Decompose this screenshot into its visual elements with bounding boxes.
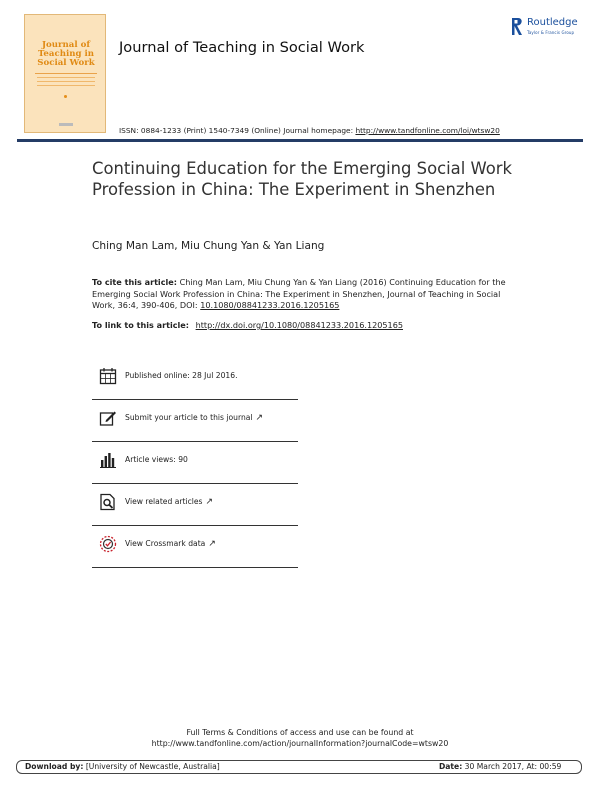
external-link-icon: ↗ (255, 413, 264, 423)
doi-link[interactable]: 10.1080/08841233.2016.1205165 (200, 300, 340, 310)
cover-subtitle-lines (35, 73, 97, 88)
external-link-icon: ↗ (205, 497, 214, 507)
external-link-icon: ↗ (208, 539, 216, 549)
journal-homepage-link[interactable]: http://www.tandfonline.com/loi/wtsw20 (355, 126, 500, 135)
article-link-line (92, 320, 403, 330)
terms-notice (0, 727, 600, 749)
crossmark-icon (99, 535, 117, 553)
published-online-row (92, 358, 298, 400)
journal-title: Journal of Teaching in Social Work (119, 39, 365, 56)
header-divider (17, 139, 583, 142)
article-title: Continuing Education for the Emerging Social Work Profession in China: The Experiment in Shenzhen (92, 159, 512, 199)
download-date: Date: 30 March 2017, At: 00:59 (439, 762, 562, 771)
article-actions-list (92, 358, 298, 568)
edit-icon (99, 409, 117, 427)
calendar-icon (99, 367, 117, 385)
download-info-bar (16, 760, 582, 774)
bar-chart-icon (99, 451, 117, 469)
related-articles-link[interactable]: View related articles ↗ (125, 497, 214, 507)
submit-article-link[interactable]: Submit your article to this journal ↗ (125, 413, 264, 423)
download-by: Download by: [University of Newcastle, Australia] (25, 762, 220, 771)
article-views-row (92, 442, 298, 484)
journal-cover-thumbnail (24, 14, 106, 133)
submit-article-row[interactable] (92, 400, 298, 442)
issn-text: ISSN: 0884-1233 (Print) 1540-7349 (Online) Journal homepage: (119, 126, 354, 135)
cover-title: Journal of Teaching in Social Work (37, 40, 95, 68)
issn-line (119, 126, 500, 135)
link-label: To link to this article: (92, 320, 190, 330)
article-link[interactable]: http://dx.doi.org/10.1080/08841233.2016.1205165 (195, 320, 403, 330)
terms-text: Full Terms & Conditions of access and use can be found at (186, 728, 414, 737)
related-articles-icon (99, 493, 117, 511)
cite-text: Ching Man Lam, Miu Chung Yan & Yan Liang (2016) Continuing Education for the Emerging Social Work Profession in China: The Experiment in Shenzhen, Journal of Teaching in Social Work, 36:4, 390-406, DOI: (92, 277, 506, 310)
article-authors: Ching Man Lam, Miu Chung Yan & Yan Liang (92, 240, 325, 252)
crossmark-link[interactable]: View Crossmark data ↗ (125, 539, 216, 549)
publisher-logo (510, 17, 592, 39)
publisher-name: Routledge (527, 17, 578, 28)
related-articles-row[interactable] (92, 484, 298, 526)
citation-block (92, 277, 522, 312)
publisher-tagline: Taylor & Francis Group (527, 30, 575, 35)
terms-url[interactable]: http://www.tandfonline.com/action/journalInformation?journalCode=wtsw20 (151, 739, 449, 748)
routledge-logo-icon (510, 17, 524, 37)
cite-label: To cite this article: (92, 277, 178, 287)
crossmark-row[interactable] (92, 526, 298, 568)
article-views-text: Article views: 90 (125, 455, 188, 464)
published-online-text: Published online: 28 Jul 2016. (125, 371, 238, 380)
